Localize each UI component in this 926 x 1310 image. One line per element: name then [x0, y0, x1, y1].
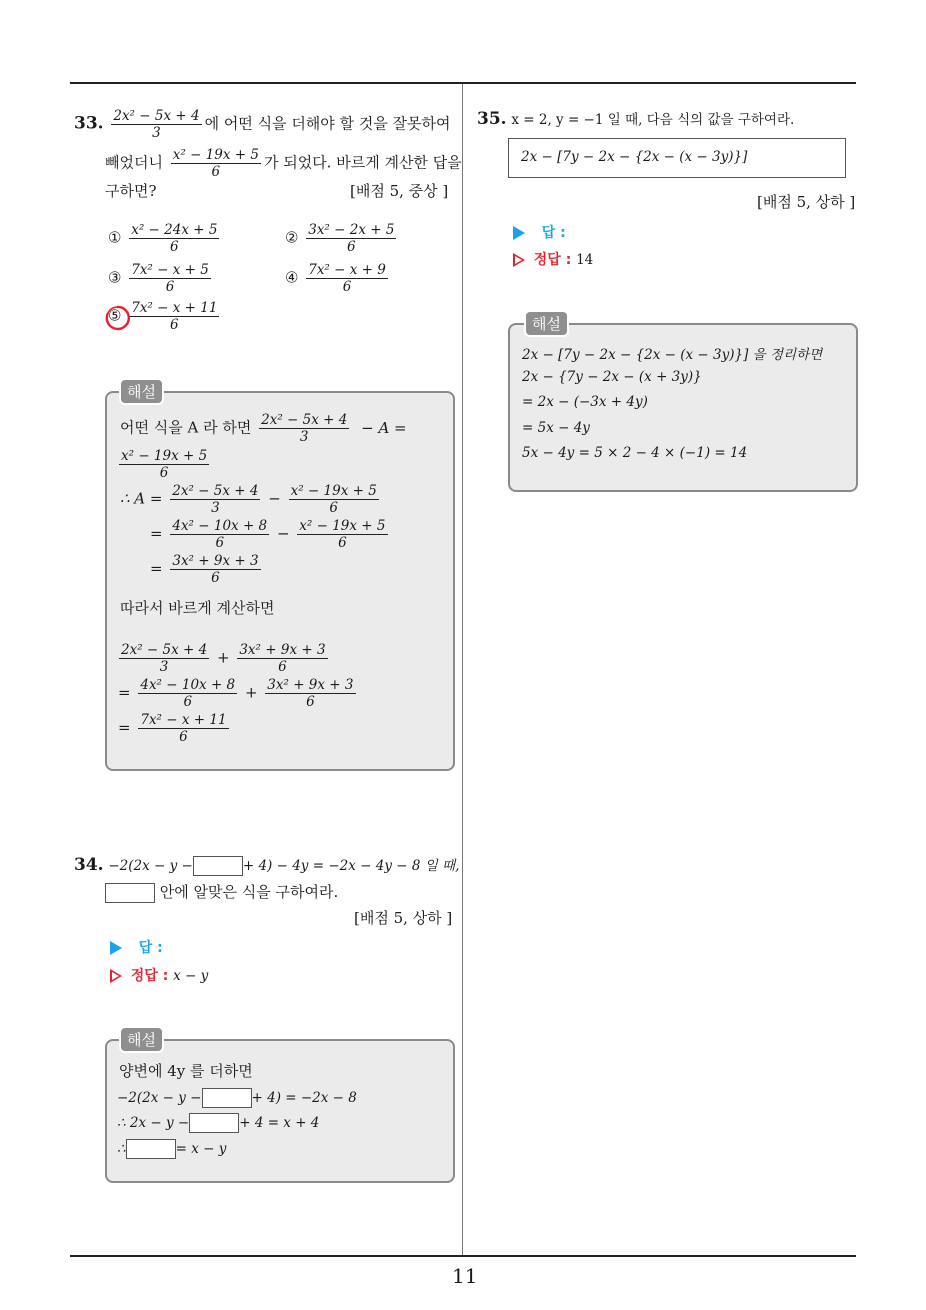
- q33-sol-line8: = $\frac{\text{4x² − 10x + 8}}{6}$ + $\frac{\text{3x² + 9x + 3}}{6}$: [118, 677, 354, 710]
- q34-sol-line4: ∴ = x − y: [117, 1141, 227, 1157]
- q35-sol-line: = 2x − (−3x + 4y): [522, 394, 648, 410]
- q34-sol-line1: 양변에 4y 를 더하면: [119, 1062, 253, 1080]
- column-divider: [462, 84, 463, 1256]
- q35-sol-line: 5x − 4y = 5 × 2 − 4 × (−1) = 14: [522, 445, 748, 461]
- q34-line2: 안에 알맞은 식을 구하여라.: [105, 881, 338, 903]
- q33-sol-line3: ∴ A = $\frac{\text{2x² − 5x + 4}}{3}$ − $\frac{\text{x² − 19x + 5}}{6}$: [120, 483, 377, 516]
- q35-solution-tag: 해설: [524, 310, 569, 337]
- q35-line1: 35. x = 2, y = −1 일 때, 다음 식의 값을 구하여라.: [477, 109, 795, 129]
- bottom-rule: [70, 1255, 856, 1257]
- q33-sol-line6: 따라서 바르게 계산하면: [120, 599, 275, 617]
- q33-sol-line7: $\frac{\text{2x² − 5x + 4}}{3}$ + $\frac{\text{3x² + 9x + 3}}{6}$: [121, 642, 326, 675]
- q35-sol-line: 2x − {7y − 2x − (x + 3y)}: [522, 368, 702, 385]
- q34-correct-row: [110, 964, 208, 987]
- q34-blank-box[interactable]: [193, 856, 243, 876]
- q35-correct-row: [513, 248, 593, 271]
- q34-line1: 34. −2(2x − y − + 4) − 4y = −2x − 4y − 8 일 때,: [74, 855, 460, 875]
- q35-answer-row: [513, 221, 566, 244]
- q33-choice-4[interactable]: ④ $\frac{\text{7x² − x + 9}}{6}$: [285, 262, 386, 295]
- q35-solution-lines: [522, 343, 822, 471]
- q34-number: 34.: [74, 855, 104, 875]
- q34-sol-line2: −2(2x − y − + 4) = −2x − 8: [117, 1090, 357, 1106]
- q35-sol-line: 2x − [7y − 2x − {2x − (x − 3y)}] 을 정리하면: [522, 347, 823, 363]
- q34-answer-row: [110, 936, 163, 959]
- q33-sol-line9: = $\frac{\text{7x² − x + 11}}{6}$: [118, 712, 227, 745]
- q34-blank-box-2[interactable]: [105, 883, 155, 903]
- q35-expression-box: 2x − [7y − 2x − {2x − (x − 3y)}]: [508, 138, 846, 178]
- q35-sol-line: = 5x − 4y: [522, 419, 590, 436]
- page-number: 11: [452, 1264, 478, 1288]
- q35-number: 35.: [477, 109, 507, 129]
- q33-frac1: $\frac{\text{2x² − 5x + 4}}{3}$: [113, 108, 200, 141]
- q33-sol-line4: = $\frac{\text{4x² − 10x + 8}}{6}$ − $\frac{\text{x² − 19x + 5}}{6}$: [150, 518, 386, 551]
- q33-choice-1[interactable]: ① $\frac{\text{x² − 24x + 5}}{6}$: [108, 222, 218, 255]
- q33-text2a: 빼었더니: [105, 153, 163, 172]
- answer-triangle-icon: [513, 226, 525, 240]
- q33-text2b: 가 되었다. 바르게 계산한 답을: [263, 153, 462, 172]
- q33-text3: 구하면?: [105, 182, 157, 200]
- q35-correct-label: 정답 :: [533, 252, 572, 268]
- q35-answer-label: 답 :: [541, 225, 566, 241]
- q34-solution-tag: 해설: [119, 1026, 164, 1053]
- correct-answer-circle-icon: [103, 304, 131, 332]
- top-rule: [70, 82, 856, 84]
- q33-sol-line2: $\frac{\text{x² − 19x + 5}}{6}$: [121, 448, 208, 481]
- q33-solution-tag: 해설: [119, 378, 164, 405]
- q33-sol-line5: = $\frac{\text{3x² + 9x + 3}}{6}$: [150, 553, 259, 586]
- q33-line1: [74, 108, 451, 141]
- q33-sol-line1: 어떤 식을 A 라 하면 $\frac{\text{2x² − 5x + 4}}{3}$ − A =: [120, 412, 407, 445]
- q35-score: [배점 5, 상하 ]: [757, 193, 856, 211]
- q35-correct-value: 14: [576, 252, 594, 268]
- q33-choice-2[interactable]: ② $\frac{\text{3x² − 2x + 5}}{6}$: [285, 222, 395, 255]
- correct-triangle-icon: [110, 969, 122, 983]
- q33-number: 33.: [74, 113, 104, 134]
- q34-correct-value: x − y: [173, 968, 209, 984]
- q33-choice-3[interactable]: ③ $\frac{\text{7x² − x + 5}}{6}$: [108, 262, 209, 295]
- answer-triangle-icon: [110, 941, 122, 955]
- q33-line2: [105, 147, 462, 180]
- correct-triangle-icon: [513, 253, 525, 267]
- q33-score: [배점 5, 중상 ]: [350, 182, 449, 200]
- q34-answer-label: 답 :: [138, 940, 163, 956]
- q34-score: [배점 5, 상하 ]: [354, 909, 453, 927]
- q34-correct-label: 정답 :: [130, 968, 169, 984]
- q33-frac2: $\frac{\text{x² − 19x + 5}}{6}$: [172, 147, 259, 180]
- q33-text1: 에 어떤 식을 더해야 할 것을 잘못하여: [204, 114, 451, 133]
- q33-choice-5[interactable]: ⑤ $\frac{\text{7x² − x + 11}}{6}$: [108, 300, 218, 333]
- q34-sol-line3: ∴ 2x − y − + 4 = x + 4: [117, 1115, 320, 1131]
